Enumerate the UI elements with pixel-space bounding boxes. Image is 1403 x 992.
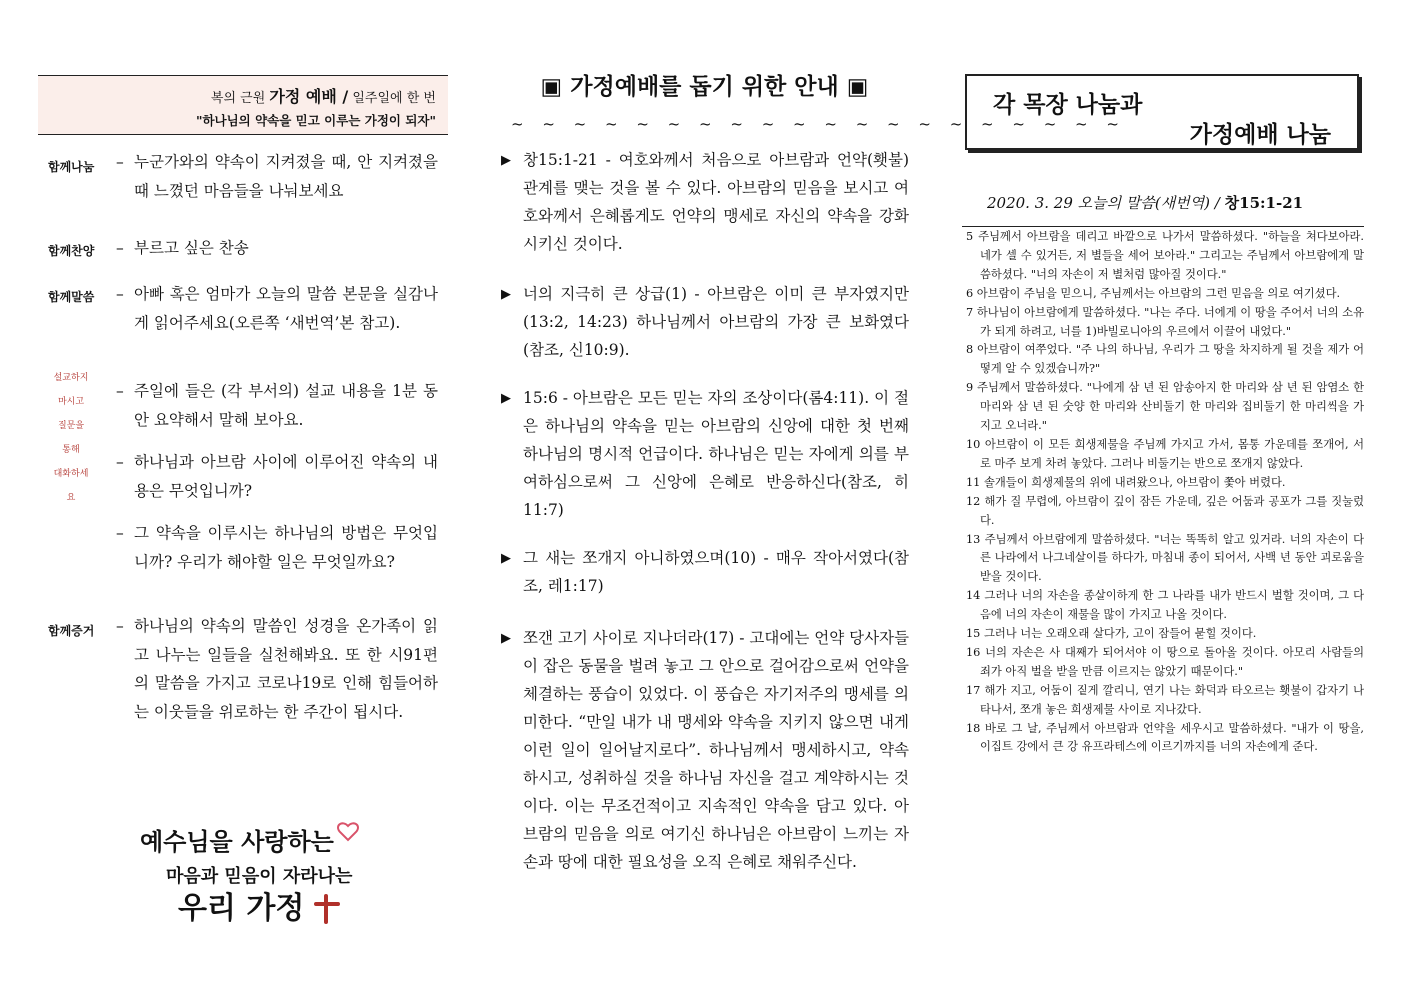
question-item: 하나님과 아브람 사이에 이루어진 약속의 내용은 무엇입니까?: [134, 453, 438, 500]
sharing-text: 누군가와의 약속이 지켜졌을 때, 안 지켜졌을 때 느꼈던 마음들을 나눠보세요: [134, 153, 438, 200]
section-label-praise: 함께찬양: [48, 244, 95, 258]
verse: 9 주님께서 말씀하셨다. "나에게 삼 년 된 암송아지 한 마리와 삼 년 된 암염소 한 마리와 삼 년 된 숫양 한 마리와 산비둘기 한 마리와 집비둘기 한 마리씩을 가지고 오너라.": [966, 381, 1364, 433]
triangle-bullet-icon: ▶: [501, 287, 511, 302]
guide-text: 너의 지극히 큰 상급(1) - 아브람은 이미 큰 부자였지만(13:2, 14:23) 하나님께서 아브람의 가장 큰 보화였다(참조, 신10:9).: [523, 285, 909, 359]
guide-text: 쪼갠 고기 사이로 지나더라(17) - 고대에는 언약 당사자들이 잡은 동물을 벌려 놓고 그 안으로 걸어감으로써 언약을 체결하는 풍습이 있었다. 이 풍습은 자기저주의 맹세를 의미한다. “만일 내가 내 맹세와 약속을 지키지 않으면 내게 이런 일이 일어날지로다”. 하나님께서 맹세하시고, 약속하시고, 성취하실 것을 하나님 자신을 걸고 계약하시는 것이다. 이는 무조건적이고 지속적인 약속을 담고 있다. 아브람의 믿음을 의로 여기신 하나님은 아브람이 느끼는 자손과 땅에 대한 필요성을 오직 은혜로 채워주신다.: [523, 629, 909, 871]
guide-title: ▣ 가정예배를 돕기 위한 안내 ▣: [540, 74, 869, 100]
verse: 16 너의 자손은 사 대째가 되어서야 이 땅으로 돌아올 것이다. 아모리 사람들의 죄가 아직 벌을 받을 만큼 이르지는 않았기 때문이다.": [966, 645, 1364, 678]
verse: 12 해가 질 무렵에, 아브람이 깊이 잠든 가운데, 깊은 어둠과 공포가 그를 짓눌렀다.: [966, 494, 1364, 527]
heart-icon: [338, 823, 358, 840]
guide-text: 15:6 - 아브람은 모든 믿는 자의 조상이다(롬4:11). 이 절은 하나님의 약속을 믿는 아브람의 신앙에 대한 첫 번째 하나님의 명시적 언급이다. 하나님은 믿는 자에게 의를 부여하심으로써 그 신앙에 은혜로 반응하신다(참조, 히11:7): [523, 389, 909, 519]
guide-item: [501, 146, 909, 258]
verse: 15 그러나 너는 오래오래 살다가, 고이 잠들어 묻힐 것이다.: [966, 627, 1257, 641]
verse: 5 주님께서 아브람을 데리고 바깥으로 나가서 말씀하셨다. "하늘을 쳐다보아라. 네가 셀 수 있거든, 저 별들을 세어 보아라." 그리고는 주님께서 아브람에게 말씀하셨다. "너의 자손이 저 별처럼 많아질 것이다.": [966, 230, 1364, 281]
section-praise: – 부르고 싶은 찬송: [116, 234, 438, 263]
header-motto: "하나님의 약속을 믿고 이루는 가정이 되자": [195, 113, 436, 128]
verse: 13 주님께서 아브람에게 말씀하셨다. "너는 똑똑히 알고 있거라. 너의 자손이 다른 나라에서 나그네살이를 하다가, 마침내 종이 되어서, 사백 년 동안 괴로움을 받을 것이다.: [966, 532, 1364, 584]
side-note-line: 설교하지: [53, 373, 89, 383]
title-line-2: 가정예배 나눔: [1189, 122, 1331, 148]
header-line-1: [211, 84, 436, 107]
triangle-bullet-icon: ▶: [501, 391, 511, 406]
guide-item: [501, 624, 909, 876]
scripture-reference: [987, 192, 1367, 213]
header-prefix: 복의 근원: [210, 91, 266, 106]
verse: 14 그러나 너의 자손을 종살이하게 한 그 나라를 내가 반드시 벌할 것이며, 그 다음에 너의 자손이 재물을 많이 가지고 나올 것이다.: [966, 589, 1364, 622]
side-note: [50, 366, 92, 510]
verse: 10 아브람이 이 모든 희생제물을 주님께 가지고 가서, 몸통 가운데를 쪼개어, 서로 마주 보게 차려 놓았다. 그러나 비둘기는 반으로 쪼개지 않았다.: [966, 437, 1364, 470]
side-note-line: 통해: [62, 445, 80, 455]
section-sharing: – 누군가와의 약속이 지켜졌을 때, 안 지켜졌을 때 느꼈던 마음들을 나눠보세요: [116, 148, 438, 205]
triangle-bullet-icon: ▶: [501, 551, 511, 566]
witness-text: 하나님의 약속의 말씀인 성경을 온가족이 읽고 나누는 일들을 실천해봐요. 또 한 시91편의 말씀을 가지고 코로나19로 인해 힘들어하는 이웃들을 위로하는 한 주간이 됩시다.: [134, 617, 438, 721]
guide-item: [501, 384, 909, 524]
verse: 6 아브람이 주님을 믿으니, 주님께서는 아브람의 그런 믿음을 의로 여기셨다.: [966, 286, 1341, 300]
triangle-bullet-icon: ▶: [501, 631, 511, 646]
section-questions: – 주일에 들은 (각 부서의) 설교 내용을 1분 동안 요약해서 말해 보아요. – 하나님과 아브람 사이에 이루어진 약속의 내용은 무엇입니까? – 그 약속을 이루시는 하나님의 방법은 무엇입니까? 우리가 해야할 일은 무엇일까요?: [116, 377, 438, 576]
section-word: – 아빠 혹은 엄마가 오늘의 말씀 본문을 실감나게 읽어주세요(오른쪽 ‘새번역’본 참고).: [116, 280, 438, 337]
verse: 18 바로 그 날, 주님께서 아브람과 언약을 세우시고 말씀하셨다. "내가 이 땅을, 이집트 강에서 큰 강 유프라테스에 이르기까지를 너의 자손에게 준다.: [966, 721, 1364, 754]
section-label-sharing: 함께나눔: [48, 160, 95, 174]
verse: 7 하나님이 아브람에게 말씀하셨다. "나는 주다. 너에게 이 땅을 주어서 너의 소유가 되게 하려고, 너를 1)바빌로니아의 우르에서 이끌어 내었다.": [966, 305, 1364, 338]
title-line-1: 각 목장 나눔과: [993, 92, 1143, 118]
section-label-word: 함께말씀: [48, 290, 95, 304]
family-calligraphy-logo: [138, 818, 378, 928]
side-note-line: 질문을: [57, 421, 85, 431]
reference-date: 2020. 3. 29 오늘의 말씀(새번역) /: [987, 194, 1220, 212]
side-note-line: 대화하세요: [53, 469, 89, 503]
sharing-title-box: [965, 74, 1359, 150]
calligraphy-line-1: 예수님을 사랑하는: [140, 828, 334, 856]
tilde-divider: ~ ~ ~ ~ ~ ~ ~ ~ ~ ~ ~ ~ ~ ~ ~ ~ ~ ~ ~ ~: [511, 115, 1126, 133]
guide-text: 그 새는 쪼개지 아니하였으며(10) - 매우 작아서였다(참조, 레1:17): [523, 549, 909, 595]
side-note-line: 마시고: [57, 397, 85, 407]
verse: 17 해가 지고, 어둠이 짙게 깔리니, 연기 나는 화덕과 타오르는 횃불이 갑자기 나타나서, 쪼개 놓은 희생제물 사이로 지나갔다.: [966, 683, 1364, 716]
word-text: 아빠 혹은 엄마가 오늘의 말씀 본문을 실감나게 읽어주세요(오른쪽 ‘새번역’본 참고).: [134, 285, 438, 332]
verse: 11 솔개들이 희생제물의 위에 내려왔으나, 아브람이 쫓아 버렸다.: [966, 475, 1286, 489]
reference-passage: 창15:1-21: [1224, 194, 1304, 212]
worship-header: [38, 75, 448, 135]
guide-text: 창15:1-21 - 여호와께서 처음으로 아브람과 언약(횃불)관계를 맺는 것을 볼 수 있다. 아브람의 믿음을 보시고 여호와께서 은혜롭게도 언약의 맹세로 자신의 약속을 강화시키신 것이다.: [523, 151, 909, 253]
verse: 8 아브람이 여쭈었다. "주 나의 하나님, 우리가 그 땅을 차지하게 될 것을 제가 어떻게 알 수 있겠습니까?": [966, 343, 1364, 376]
calligraphy-line-3: 우리 가정: [178, 891, 305, 926]
triangle-bullet-icon: ▶: [501, 153, 511, 168]
praise-text: 부르고 싶은 찬송: [134, 239, 249, 257]
question-item: 그 약속을 이루시는 하나님의 방법은 무엇입니까? 우리가 해야할 일은 무엇일까요?: [134, 524, 438, 571]
calligraphy-line-2: 마음과 믿음이 자라나는: [166, 866, 353, 887]
guide-item: [501, 280, 909, 364]
section-witness: – 하나님의 약속의 말씀인 성경을 온가족이 읽고 나누는 일들을 실천해봐요. 또 한 시91편의 말씀을 가지고 코로나19로 인해 힘들어하는 이웃들을 위로하는 한 주간이 됩시다.: [116, 612, 438, 726]
scripture-text: [962, 226, 1364, 757]
header-suffix: 일주일에 한 번: [352, 91, 436, 106]
question-item: 주일에 들은 (각 부서의) 설교 내용을 1분 동안 요약해서 말해 보아요.: [134, 382, 438, 429]
header-title: 가정 예배 /: [269, 87, 349, 106]
section-label-witness: 함께증거: [48, 624, 95, 638]
cross-icon: [316, 896, 338, 922]
guide-item: [501, 544, 909, 600]
